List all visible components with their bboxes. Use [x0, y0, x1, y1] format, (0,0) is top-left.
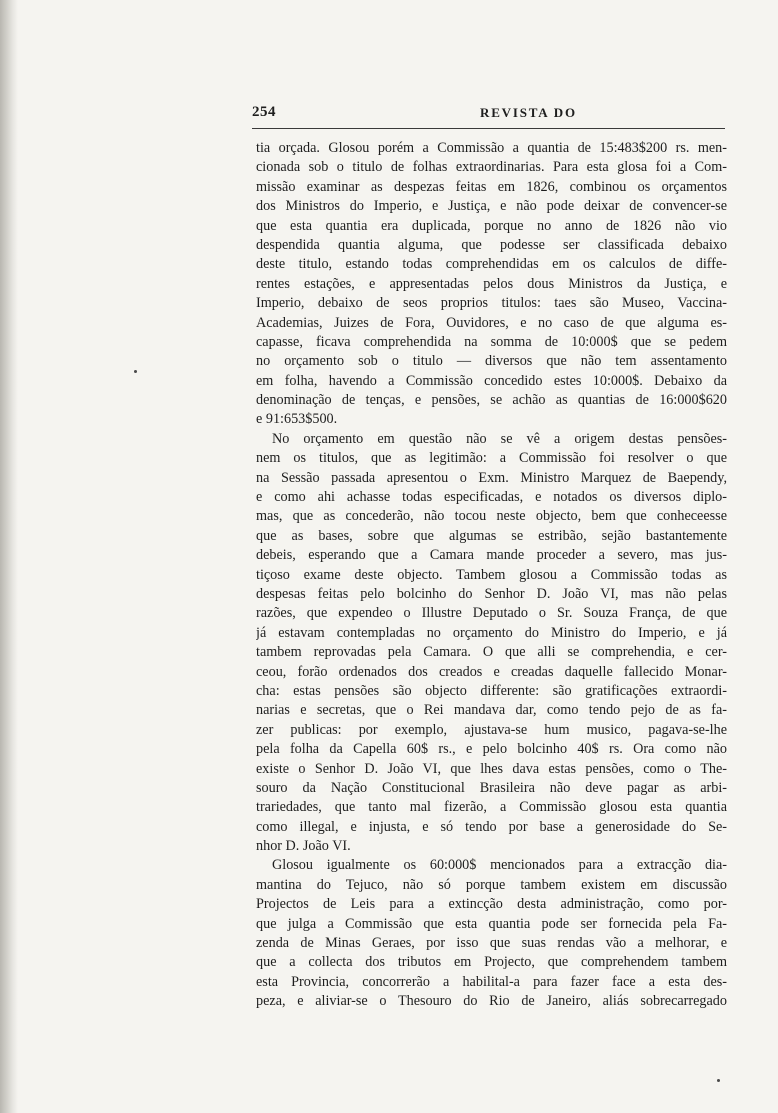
- text-line: trariedades, que tanto mal fizerão, a Commissão glosou esta quantia: [256, 799, 727, 816]
- text-line: que as bases, sobre que algumas se estribão, sejão bastantemente: [256, 527, 727, 544]
- text-line: rentes estações, e appresentadas pelos dous Ministros da Justiça, e: [256, 275, 727, 292]
- text-line: tia orçada. Glosou porém a Commissão a quantia de 15:483$200 rs. men-: [256, 140, 727, 156]
- text-line: como illegal, e injusta, e só tendo por base a generosidade do Se-: [256, 818, 727, 835]
- paper-speck: [134, 370, 137, 373]
- text-line: mantina do Tejuco, não só porque tambem existem em discussão: [256, 876, 727, 893]
- text-line: esta Provincia, concorrerão a habilital-a para fazer face a esta des-: [256, 973, 727, 990]
- paper-speck: [717, 1079, 720, 1082]
- text-line: Glosou igualmente os 60:000$ mencionados para a extracção dia-: [272, 857, 727, 874]
- text-line: pela folha da Capella 60$ rs., e pelo bolcinho 40$ rs. Ora como não: [256, 741, 727, 758]
- text-line: e como ahi achasse todas especificadas, e notados os diversos diplo-: [256, 489, 727, 506]
- text-line: e 91:653$500.: [256, 411, 338, 428]
- text-line: cha: estas pensões são objecto differente: são gratificações extraordi-: [256, 682, 727, 699]
- text-line: debeis, esperando que a Camara mande proceder a severo, mas jus-: [256, 547, 727, 564]
- text-line: já estavam contempladas no orçamento do Ministro do Imperio, e já: [256, 624, 727, 641]
- text-line: no orçamento sob o titulo — diversos que não tem assentamento: [256, 353, 727, 370]
- text-line: souro da Nação Constitucional Brasileira não deve pagar as arbi-: [256, 779, 727, 796]
- text-line: que esta quantia era duplicada, porque no anno de 1826 não vio: [256, 217, 727, 234]
- text-line: ceou, forão ordenados dos creados e creadas daquelle fallecido Monar-: [256, 663, 727, 680]
- text-line: deste titulo, estando todas comprehendidas em os calculos de diffe-: [256, 256, 727, 273]
- text-line: despesas feitas pelo bolcinho do Senhor D. João VI, mas não pelas: [256, 585, 727, 602]
- text-line: Projectos de Leis para a extincção desta administração, como por-: [256, 896, 727, 913]
- text-line: peza, e aliviar-se o Thesouro do Rio de Janeiro, aliás sobrecarregado: [256, 993, 727, 1010]
- body-text: [256, 139, 727, 1012]
- text-line: nhor D. João VI.: [256, 838, 351, 855]
- text-line: que a collecta dos tributos em Projecto, que comprehendem tambem: [256, 954, 727, 971]
- text-line: mas, que as concederão, não tocou neste objecto, bem que conheceesse: [256, 508, 727, 525]
- text-line: cionada sob o titulo de folhas extraordinarias. Para esta glosa foi a Com-: [256, 159, 727, 176]
- text-line: missão examinar as despezas feitas em 1826, combinou os orçamentos: [256, 178, 727, 195]
- page-gutter-shadow: [0, 0, 18, 1113]
- text-line: denominação de tenças, e pensões, se achão as quantias de 16:000$620: [256, 392, 727, 409]
- text-line: que julga a Commissão que esta quantia pode ser fornecida pela Fa-: [256, 915, 727, 932]
- text-line: dos Ministros do Imperio, e Justiça, e não pode deixar de convencer-se: [256, 198, 727, 215]
- header-rule: [252, 128, 725, 129]
- text-line: na Sessão passada apresentou o Exm. Ministro Marquez de Baependy,: [256, 469, 727, 486]
- text-line: tambem reprovadas pela Camara. O que alli se comprehendia, e cer-: [256, 644, 727, 661]
- text-line: No orçamento em questão não se vê a origem destas pensões-: [272, 430, 727, 447]
- text-line: nem os titulos, que as legitimão: a Commissão foi resolver o que: [256, 450, 727, 467]
- text-line: existe o Senhor D. João VI, que lhes dava estas pensões, como o The-: [256, 760, 727, 777]
- text-line: zer publicas: por exemplo, ajustava-se hum musico, pagava-se-lhe: [256, 721, 727, 738]
- text-line: Academias, Juizes de Fora, Ouvidores, e no caso de que alguma es-: [256, 314, 727, 331]
- running-title: REVISTA DO: [480, 105, 577, 120]
- text-line: tiçoso exame deste objecto. Tambem glosou a Commissão todas as: [256, 566, 727, 583]
- text-line: narias e secretas, que o Rei mandava dar, como tendo pejo de as fa-: [256, 702, 727, 719]
- text-line: em folha, havendo a Commissão concedido estes 10:000$. Debaixo da: [256, 372, 727, 389]
- text-line: Imperio, debaixo de seos proprios titulos: taes são Museo, Vaccina-: [256, 295, 727, 312]
- running-head: [252, 104, 724, 124]
- text-line: despendida quantia alguma, que podesse ser classificada debaixo: [256, 236, 727, 253]
- text-line: capasse, ficava comprehendida na somma de 10:000$ que se pedem: [256, 333, 727, 350]
- page-number: 254: [252, 104, 276, 120]
- text-line: razões, que expendeo o Illustre Deputado o Sr. Souza França, de que: [256, 605, 727, 622]
- text-line: zenda de Minas Geraes, por isso que suas rendas vão a melhorar, e: [256, 935, 727, 952]
